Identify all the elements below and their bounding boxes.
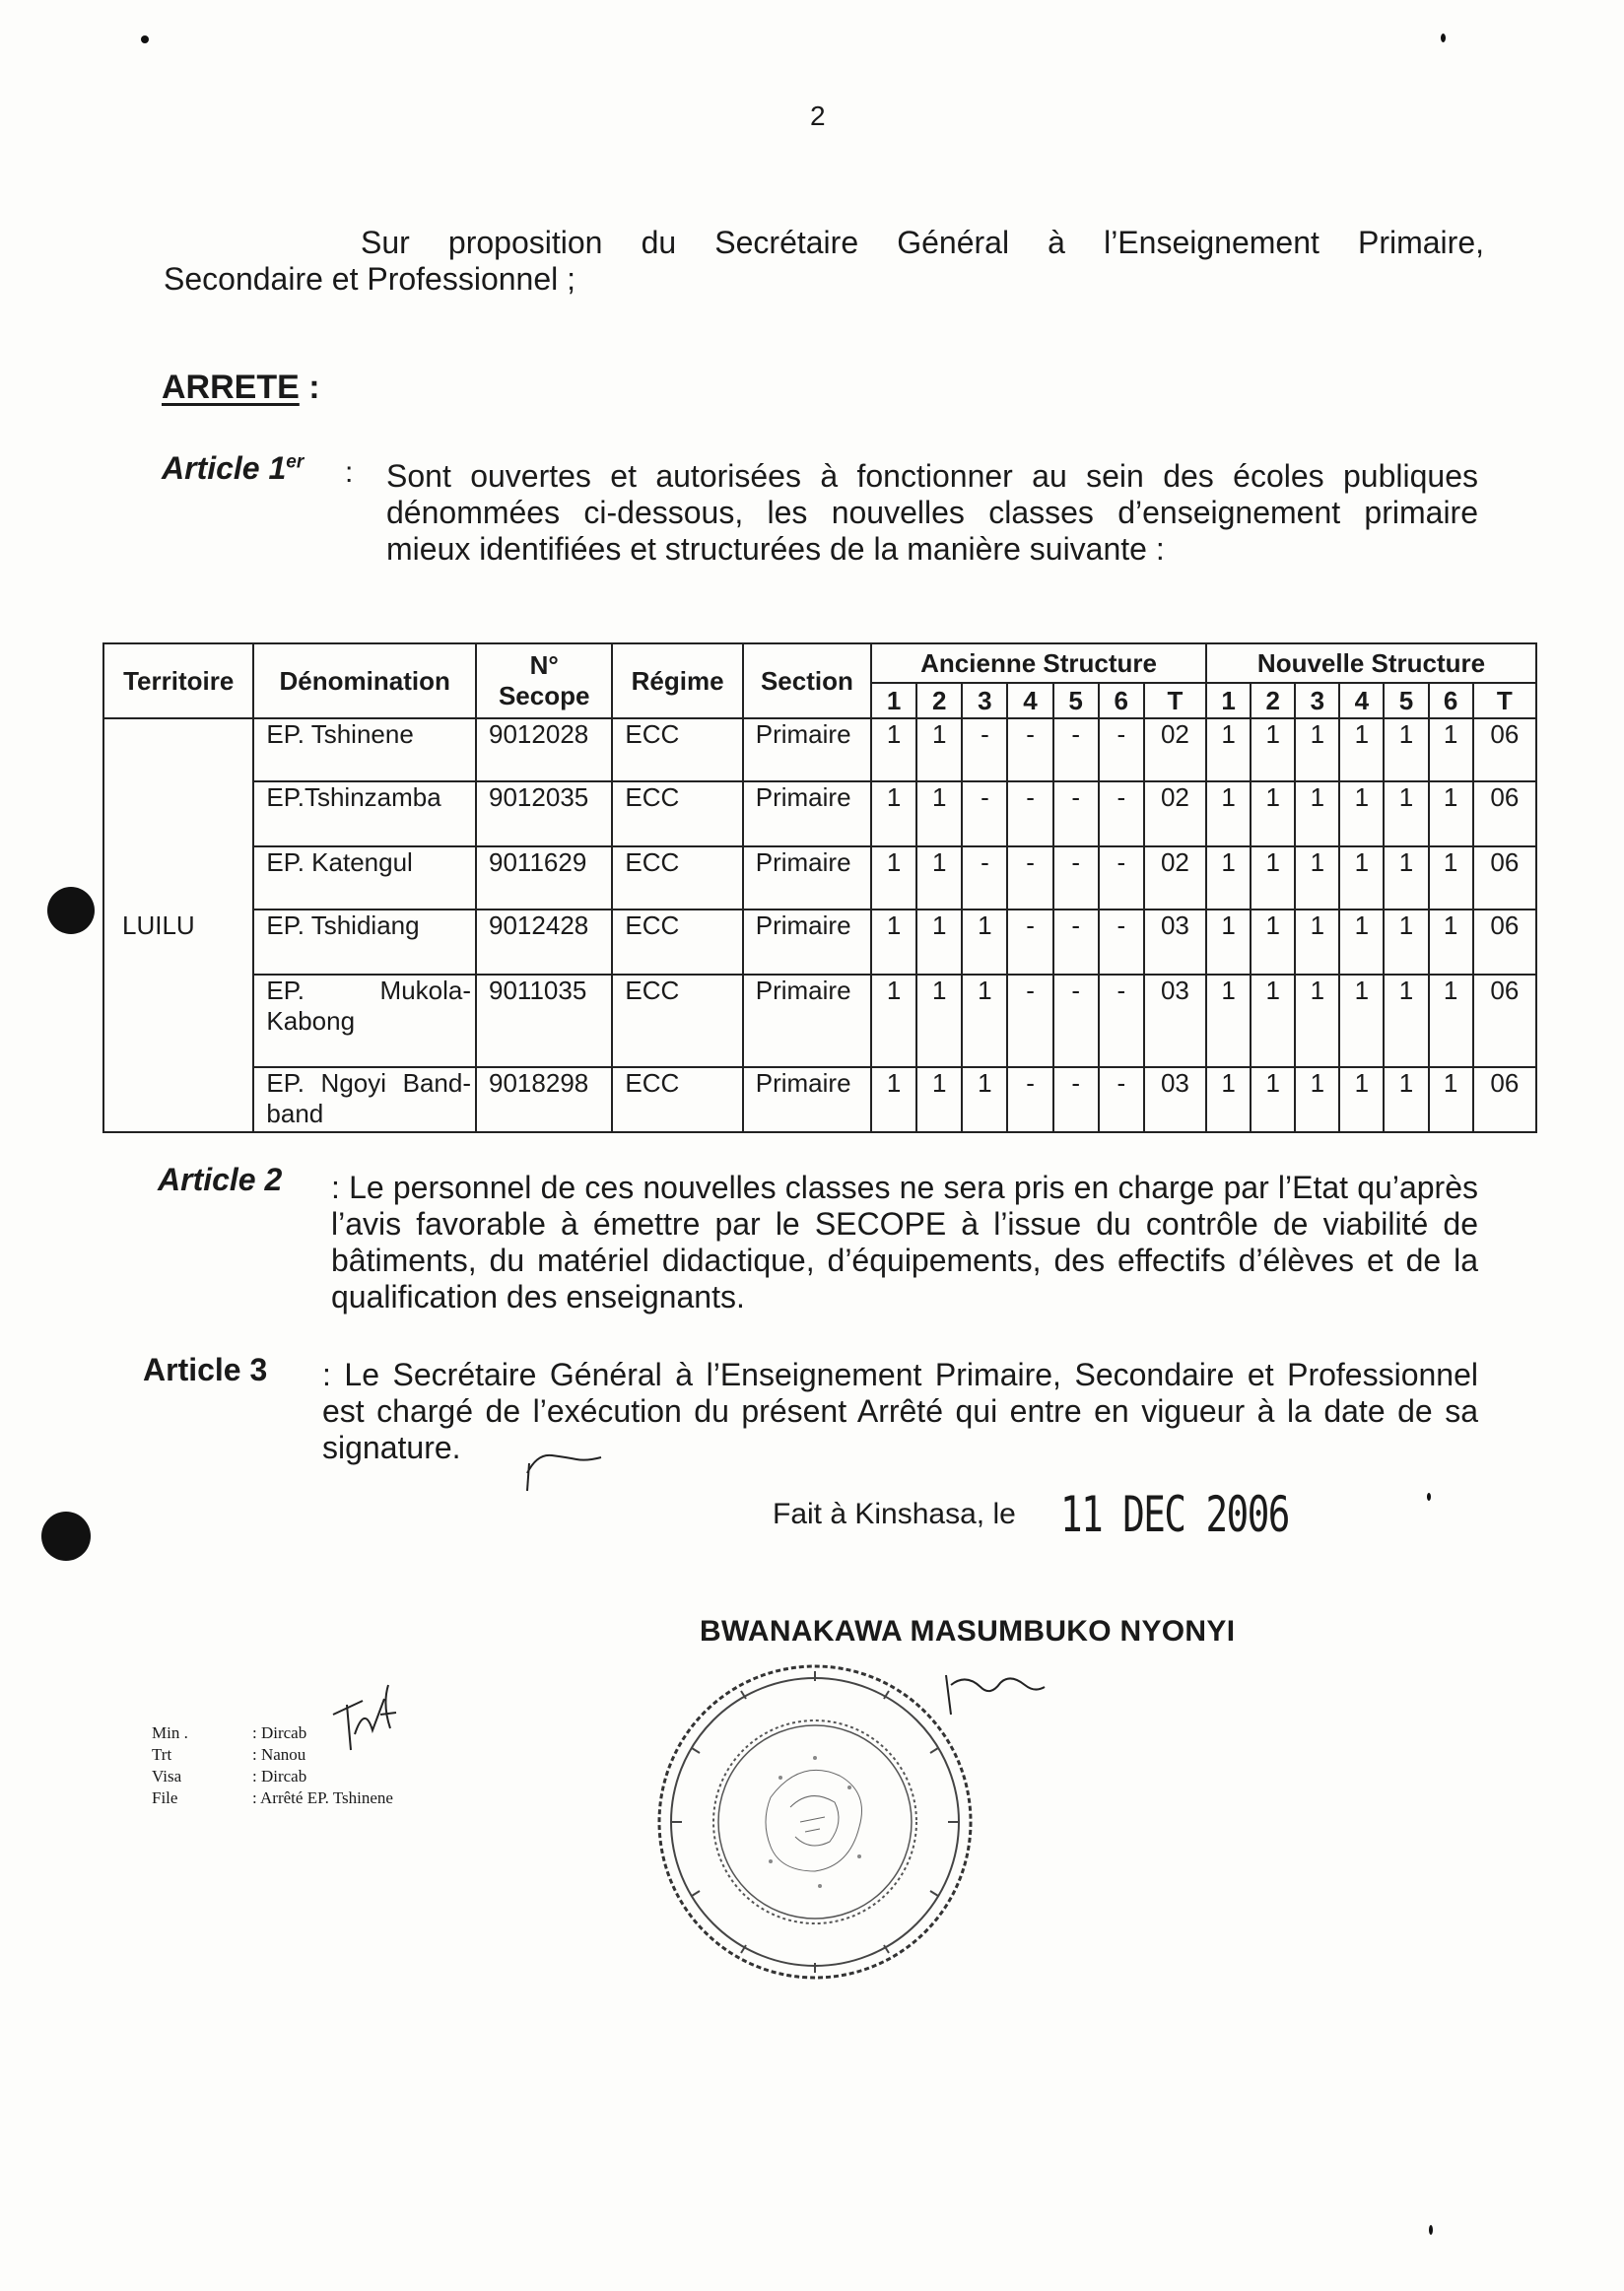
cell-nouvelle-6: 1 bbox=[1429, 910, 1473, 975]
cell-ancienne-T: 02 bbox=[1144, 718, 1206, 781]
classes-table bbox=[102, 642, 1537, 1133]
cell-ancienne-6: - bbox=[1099, 910, 1144, 975]
cell-territoire: LUILU bbox=[103, 718, 253, 1132]
scan-speck bbox=[1429, 2225, 1433, 2235]
cell-ancienne-1: 1 bbox=[871, 781, 916, 846]
cell-nouvelle-T: 06 bbox=[1473, 1067, 1536, 1132]
header-secope bbox=[476, 643, 612, 718]
scan-speck bbox=[1427, 1493, 1431, 1501]
scan-speck bbox=[141, 35, 149, 43]
cell-nouvelle-T: 06 bbox=[1473, 975, 1536, 1067]
cell-ancienne-6: - bbox=[1099, 1067, 1144, 1132]
cell-nouvelle-6: 1 bbox=[1429, 975, 1473, 1067]
article-1-text: Sont ouvertes et autorisées à fonctionner au sein des écoles publiques dénommées ci-dessous, les nouvelles classes d’enseignement primaire mieux identifiées et structurées de la manière suivante : bbox=[386, 458, 1478, 567]
routing-label-file: File bbox=[152, 1788, 178, 1807]
cell-ancienne-5: - bbox=[1053, 781, 1099, 846]
official-seal bbox=[652, 1659, 978, 1985]
cell-nouvelle-T: 06 bbox=[1473, 910, 1536, 975]
cell-nouvelle-3: 1 bbox=[1295, 1067, 1339, 1132]
table-row bbox=[103, 846, 1536, 910]
cell-nouvelle-1: 1 bbox=[1206, 718, 1251, 781]
cell-nouvelle-6: 1 bbox=[1429, 718, 1473, 781]
subheader-ancienne-1: 1 bbox=[871, 683, 916, 718]
cell-ancienne-T: 03 bbox=[1144, 910, 1206, 975]
article-3-label: Article 3 bbox=[143, 1352, 268, 1387]
cell-ancienne-2: 1 bbox=[916, 1067, 962, 1132]
cell-regime: ECC bbox=[612, 910, 742, 975]
cell-ancienne-5: - bbox=[1053, 1067, 1099, 1132]
routing-value-trt: : Nanou bbox=[252, 1745, 306, 1764]
cell-nouvelle-5: 1 bbox=[1384, 1067, 1428, 1132]
header-ancienne-structure: Ancienne Structure bbox=[871, 643, 1206, 683]
cell-ancienne-6: - bbox=[1099, 846, 1144, 910]
cell-secope: 9012035 bbox=[476, 781, 612, 846]
subheader-ancienne-6: 6 bbox=[1099, 683, 1144, 718]
cell-section: Primaire bbox=[743, 718, 871, 781]
cell-ancienne-2: 1 bbox=[916, 910, 962, 975]
cell-nouvelle-5: 1 bbox=[1384, 846, 1428, 910]
cell-nouvelle-2: 1 bbox=[1251, 718, 1295, 781]
cell-nouvelle-4: 1 bbox=[1339, 975, 1384, 1067]
cell-nouvelle-6: 1 bbox=[1429, 1067, 1473, 1132]
cell-denomination: EP. Mukola-Kabong bbox=[253, 975, 476, 1067]
table-row bbox=[103, 1067, 1536, 1132]
cell-nouvelle-6: 1 bbox=[1429, 781, 1473, 846]
cell-ancienne-3: 1 bbox=[962, 975, 1007, 1067]
cell-ancienne-1: 1 bbox=[871, 975, 916, 1067]
cell-nouvelle-1: 1 bbox=[1206, 1067, 1251, 1132]
subheader-ancienne-4: 4 bbox=[1007, 683, 1052, 718]
cell-nouvelle-1: 1 bbox=[1206, 975, 1251, 1067]
cell-secope: 9012028 bbox=[476, 718, 612, 781]
cell-regime: ECC bbox=[612, 781, 742, 846]
cell-denomination: EP.Tshinzamba bbox=[253, 781, 476, 846]
cell-nouvelle-5: 1 bbox=[1384, 910, 1428, 975]
cell-ancienne-3: 1 bbox=[962, 1067, 1007, 1132]
article-2-label: Article 2 bbox=[158, 1162, 283, 1197]
table-row bbox=[103, 910, 1536, 975]
signatory-name: BWANAKAWA MASUMBUKO NYONYI bbox=[700, 1615, 1236, 1648]
header-regime: Régime bbox=[612, 643, 742, 718]
date-stamp: 11 DEC 2006 bbox=[1060, 1486, 1289, 1543]
cell-section: Primaire bbox=[743, 1067, 871, 1132]
cell-nouvelle-3: 1 bbox=[1295, 718, 1339, 781]
scan-speck bbox=[1441, 34, 1446, 42]
cell-ancienne-2: 1 bbox=[916, 781, 962, 846]
cell-nouvelle-T: 06 bbox=[1473, 781, 1536, 846]
cell-nouvelle-T: 06 bbox=[1473, 846, 1536, 910]
cell-secope: 9018298 bbox=[476, 1067, 612, 1132]
cell-nouvelle-6: 1 bbox=[1429, 846, 1473, 910]
arrete-heading bbox=[162, 369, 320, 407]
table-row bbox=[103, 975, 1536, 1067]
article-1-label bbox=[162, 450, 304, 487]
header-secope-line1: N° bbox=[529, 650, 559, 680]
cell-nouvelle-1: 1 bbox=[1206, 781, 1251, 846]
subheader-nouvelle-1: 1 bbox=[1206, 683, 1251, 718]
cell-ancienne-6: - bbox=[1099, 975, 1144, 1067]
cell-nouvelle-4: 1 bbox=[1339, 1067, 1384, 1132]
cell-ancienne-5: - bbox=[1053, 910, 1099, 975]
cell-denomination: EP. Ngoyi Band-band bbox=[253, 1067, 476, 1132]
cell-nouvelle-T: 06 bbox=[1473, 718, 1536, 781]
subheader-nouvelle-3: 3 bbox=[1295, 683, 1339, 718]
cell-secope: 9012428 bbox=[476, 910, 612, 975]
cell-nouvelle-4: 1 bbox=[1339, 781, 1384, 846]
subheader-ancienne-T: T bbox=[1144, 683, 1206, 718]
cell-nouvelle-3: 1 bbox=[1295, 781, 1339, 846]
cell-ancienne-4: - bbox=[1007, 975, 1052, 1067]
cell-nouvelle-2: 1 bbox=[1251, 1067, 1295, 1132]
cell-ancienne-T: 02 bbox=[1144, 781, 1206, 846]
cell-nouvelle-5: 1 bbox=[1384, 718, 1428, 781]
cell-section: Primaire bbox=[743, 975, 871, 1067]
table-body bbox=[103, 718, 1536, 1132]
cell-ancienne-3: - bbox=[962, 718, 1007, 781]
article-1-label-text: Article 1 bbox=[162, 450, 287, 486]
cell-ancienne-6: - bbox=[1099, 781, 1144, 846]
cell-regime: ECC bbox=[612, 718, 742, 781]
cell-ancienne-4: - bbox=[1007, 718, 1052, 781]
cell-ancienne-5: - bbox=[1053, 975, 1099, 1067]
header-territoire: Territoire bbox=[103, 643, 253, 718]
routing-values bbox=[252, 1722, 393, 1809]
routing-label-min: Min . bbox=[152, 1723, 188, 1742]
cell-nouvelle-4: 1 bbox=[1339, 910, 1384, 975]
cell-ancienne-3: 1 bbox=[962, 910, 1007, 975]
cell-section: Primaire bbox=[743, 846, 871, 910]
cell-ancienne-4: - bbox=[1007, 1067, 1052, 1132]
cell-ancienne-3: - bbox=[962, 781, 1007, 846]
intro-line-1: Sur proposition du Secrétaire Général à l’Enseignement Primaire, bbox=[361, 225, 1484, 260]
cell-ancienne-1: 1 bbox=[871, 846, 916, 910]
cell-nouvelle-3: 1 bbox=[1295, 975, 1339, 1067]
header-secope-line2: Secope bbox=[498, 681, 590, 710]
subheader-nouvelle-2: 2 bbox=[1251, 683, 1295, 718]
cell-denomination: EP. Tshidiang bbox=[253, 910, 476, 975]
cell-ancienne-T: 03 bbox=[1144, 1067, 1206, 1132]
article-1-label-sup: er bbox=[286, 451, 304, 473]
cell-ancienne-4: - bbox=[1007, 910, 1052, 975]
page-number: 2 bbox=[810, 101, 826, 131]
routing-label-trt: Trt bbox=[152, 1745, 172, 1764]
header-denomination: Dénomination bbox=[253, 643, 476, 718]
cell-nouvelle-2: 1 bbox=[1251, 910, 1295, 975]
subheader-nouvelle-5: 5 bbox=[1384, 683, 1428, 718]
punch-hole-bottom bbox=[41, 1512, 91, 1561]
subheader-ancienne-5: 5 bbox=[1053, 683, 1099, 718]
cell-ancienne-6: - bbox=[1099, 718, 1144, 781]
place-line: Fait à Kinshasa, le bbox=[773, 1498, 1016, 1530]
routing-value-min: : Dircab bbox=[252, 1723, 307, 1742]
cell-ancienne-4: - bbox=[1007, 846, 1052, 910]
subheader-nouvelle-T: T bbox=[1473, 683, 1536, 718]
subheader-ancienne-3: 3 bbox=[962, 683, 1007, 718]
routing-value-visa: : Dircab bbox=[252, 1767, 307, 1786]
cell-ancienne-T: 03 bbox=[1144, 975, 1206, 1067]
cell-nouvelle-5: 1 bbox=[1384, 975, 1428, 1067]
cell-nouvelle-3: 1 bbox=[1295, 910, 1339, 975]
cell-ancienne-5: - bbox=[1053, 718, 1099, 781]
routing-labels bbox=[152, 1722, 188, 1809]
cell-nouvelle-4: 1 bbox=[1339, 846, 1384, 910]
cell-ancienne-1: 1 bbox=[871, 910, 916, 975]
intro-line-2: Secondaire et Professionnel ; bbox=[164, 261, 576, 297]
cell-secope: 9011629 bbox=[476, 846, 612, 910]
arrete-heading-text: ARRETE bbox=[162, 369, 300, 406]
subheader-nouvelle-4: 4 bbox=[1339, 683, 1384, 718]
cell-ancienne-3: - bbox=[962, 846, 1007, 910]
cell-nouvelle-3: 1 bbox=[1295, 846, 1339, 910]
cell-nouvelle-2: 1 bbox=[1251, 975, 1295, 1067]
cell-section: Primaire bbox=[743, 781, 871, 846]
cell-ancienne-2: 1 bbox=[916, 718, 962, 781]
punch-hole-top bbox=[47, 887, 95, 934]
cell-nouvelle-2: 1 bbox=[1251, 846, 1295, 910]
cell-ancienne-2: 1 bbox=[916, 846, 962, 910]
cell-ancienne-4: - bbox=[1007, 781, 1052, 846]
signature-mark-article3 bbox=[517, 1434, 616, 1493]
article-3-text: : Le Secrétaire Général à l’Enseignement Primaire, Secondaire et Professionnel est chargé de l’exécution du présent Arrêté qui entre en vigueur à la date de sa signature. bbox=[322, 1357, 1478, 1465]
routing-value-file: : Arrêté EP. Tshinene bbox=[252, 1788, 393, 1807]
cell-nouvelle-1: 1 bbox=[1206, 846, 1251, 910]
cell-section: Primaire bbox=[743, 910, 871, 975]
cell-regime: ECC bbox=[612, 975, 742, 1067]
cell-denomination: EP. Katengul bbox=[253, 846, 476, 910]
subheader-nouvelle-6: 6 bbox=[1429, 683, 1473, 718]
header-section: Section bbox=[743, 643, 871, 718]
cell-regime: ECC bbox=[612, 846, 742, 910]
header-nouvelle-structure: Nouvelle Structure bbox=[1206, 643, 1536, 683]
arrete-colon: : bbox=[299, 369, 320, 406]
cell-ancienne-1: 1 bbox=[871, 1067, 916, 1132]
subheader-ancienne-2: 2 bbox=[916, 683, 962, 718]
article-1-colon: : bbox=[345, 456, 354, 489]
cell-ancienne-5: - bbox=[1053, 846, 1099, 910]
cell-ancienne-2: 1 bbox=[916, 975, 962, 1067]
article-2-text: : Le personnel de ces nouvelles classes ne sera pris en charge par l’Etat qu’après l’avis favorable à émettre par le SECOPE à l’issue du contrôle de viabilité de bâtiments, du matériel didactique, d’équipements, des effectifs d’élèves et de la qualification des enseignants. bbox=[331, 1170, 1478, 1314]
table-row bbox=[103, 781, 1536, 846]
cell-ancienne-T: 02 bbox=[1144, 846, 1206, 910]
cell-nouvelle-5: 1 bbox=[1384, 781, 1428, 846]
cell-nouvelle-4: 1 bbox=[1339, 718, 1384, 781]
cell-secope: 9011035 bbox=[476, 975, 612, 1067]
cell-nouvelle-1: 1 bbox=[1206, 910, 1251, 975]
table-row bbox=[103, 718, 1536, 781]
cell-denomination: EP. Tshinene bbox=[253, 718, 476, 781]
cell-ancienne-1: 1 bbox=[871, 718, 916, 781]
routing-label-visa: Visa bbox=[152, 1767, 182, 1786]
cell-regime: ECC bbox=[612, 1067, 742, 1132]
cell-nouvelle-2: 1 bbox=[1251, 781, 1295, 846]
